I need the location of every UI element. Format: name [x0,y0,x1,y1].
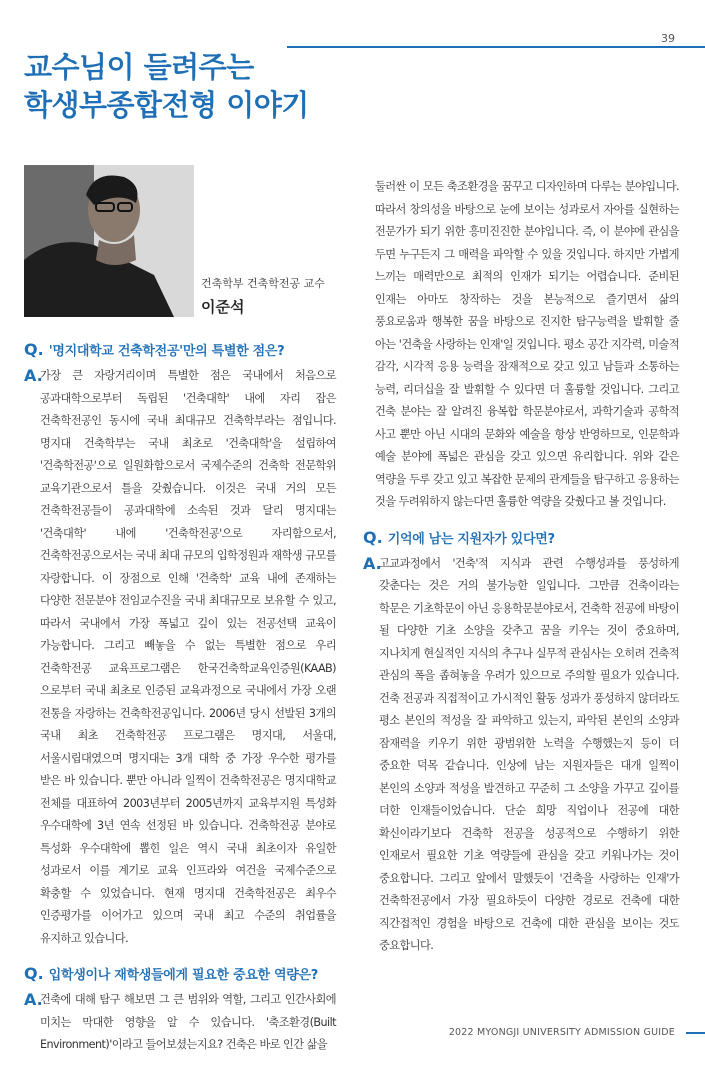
question-2 [24,964,336,983]
qa-section-1 [24,340,336,950]
question-3 [363,528,679,547]
a-mark: A. [363,553,382,573]
answer-2-continued-text: 둘러싼 이 모든 축조환경을 꿈꾸고 디자인하며 다루는 분야입니다. 따라서 창의성을 바탕으로 눈에 보이는 성과로서 자아를 실현하는 전문가가 되기 위한 흥미진진한 분야입니다. 즉, 이 분야에 관심을 두면 누구든지 그 매력을 파악할 수 있을 것입니다. 하지만 가볍게 느끼는 매력만으로 최적의 인재가 되기는 어렵습니다. 준비된 인재는 아마도 창작하는 것을 본능적으로 즐기면서 삶의 풍요로움과 행복한 꿈을 바탕으로 진지한 탐구능력을 발휘할 줄 아는 '건축을 사랑하는 인재'일 것입니다. 평소 공간 지각력, 미술적 감각, 시각적 응용 능력을 잠재적으로 갖고 있고 남들과 소통하는 능력, 리더십을 잘 발휘할 수 있다면 더 훌륭할 것입니다. 그리고 건축 분야는 잘 알려진 융복합 학문분야로서, 과학기술과 공학적 사고 뿐만 아닌 시대의 문화와 예술을 항상 반영하므로, 인문학과 예술 분야에 폭넓은 관심을 갖고 있으면 유리합니다. 위와 같은 역량을 두루 갖고 있고 복잡한 문제의 관계들을 탐구하고 응용하는 것을 두려워하지 않는다면 훌륭한 역량을 갖췄다고 볼 것입니다. [375,180,679,508]
answer-2-text: 건축에 대해 탐구 해보면 그 큰 범위와 역할, 그리고 인간사회에 미치는 막대한 영향을 알 수 있습니다. '축조환경(Built Environment)'이라고 들어보셨는지요? 건축은 바로 인간 삶을 [40,993,336,1051]
answer-1-text: 가장 큰 자랑거리이며 특별한 점은 국내에서 처음으로 공과대학으로부터 독립된 '건축대학' 내에 자리 잡은 건축학전공인 동시에 국내 최대규모 건축학부라는 점입니다. 명지대 건축학부는 국내 최초로 '건축대학'을 설립하여 '건축학전공'으로 일원화함으로서 국제수준의 건축학 전문학위 교육기관으로서 틀을 갖췄습니다. 이것은 국내 거의 모든 건축학전공들이 공과대학에 소속된 것과 달리 명지대는 '건축대학' 내에 '건축학전공'으로 자리함으로서, 건축학전공으로서는 국내 최대 규모의 입학정원과 재학생 규모를 자랑합니다. 이 장점으로 인해 '건축학' 교육 내에 존재하는 다양한 전문분야 전임교수진을 국내 최대규모로 보유할 수 있고, 따라서 국내에서 가장 폭넓고 깊이 있는 전공선택 교육이 가능합니다. 그리고 빼놓을 수 없는 특별한 점으로 우리 건축학전공 교육프로그램은 한국건축학교육인증원(KAAB)으로부터 국내 최초로 인증된 교육과정으로 국내에서 가장 오랜 전통을 자랑하는 건축학전공입니다. 2006년 당시 선발된 3개의 국내 최초 건축학전공 프로그램은 명지대, 서울대, 서울시립대였으며 명지대는 3개 대학 중 가장 우수한 평가를 받은 바 있습니다. 뿐만 아니라 일찍이 건축학전공은 명지대학교 전체를 대표하여 2003년부터 2005년까지 교육부지원 특성화 우수대학에 3년 연속 선정된 바 있습니다. 건축학전공 분야로 특성화 우수대학에 뽑힌 일은 역시 국내 최초이자 유일한 성과로서 이를 계기로 교육 인프라와 여건을 국제수준으로 확충할 수 있었습니다. 현재 명지대 건축학전공은 최우수 인증평가를 이어가고 있으며 국내 최고 수준의 취업률을 유지하고 있습니다. [40,369,336,945]
header-rule [287,46,705,48]
answer-3-text: 고교과정에서 '건축'적 지식과 관련 수행성과를 풍성하게 갖춘다는 것은 거의 불가능한 일입니다. 그만큼 건축이라는 학문은 기초학문이 아닌 응용학문분야로서, 건축학 전공에 바탕이 될 다양한 기초 소양을 갖추고 꿈을 키우는 것이 중요하며, 지나치게 현실적인 지식의 추구나 실무적 관심사는 오히려 건축적 관심의 폭을 좁혀놓을 우려가 있으므로 주의할 필요가 있습니다. 건축 전공과 직접적이고 가시적인 활동 성과가 풍성하지 않더라도 평소 본인의 적성을 잘 파악하고 있는지, 파악된 본인의 소양과 잠재력을 키우기 위한 광범위한 노력을 수행했는지 등이 더 중요한 덕목 같습니다. 인상에 남는 지원자들은 대개 일찍이 본인의 소양과 적성을 발견하고 꾸준히 그 소양을 가꾸고 깊이를 더한 인재들이었습니다. 단순 희망 직업이나 전공에 대한 확신이라기보다 건축학 전공을 성공적으로 수행하기 위한 인재로서 필요한 기초 역량들에 관심을 갖고 키워나가는 것이 중요합니다. 그리고 앞에서 말했듯이 '건축을 사랑하는 인재'가 건축학전공에서 가장 필요하듯이 다양한 경로로 건축에 대한 직간접적인 경험을 바탕으로 건축에 대한 관심을 보이는 것도 중요합니다. [379,556,679,952]
left-column [24,340,336,1071]
professor-photo [24,165,194,317]
answer-1 [24,365,336,950]
footer-rule [686,1032,705,1034]
title-line-1: 교수님이 들려주는 [24,50,254,84]
title-line-2: 학생부종합전형 이야기 [24,88,309,122]
q-mark: Q. [24,964,44,983]
footer-text: 2022 MYONGJI UNIVERSITY ADMISSION GUIDE [448,1027,675,1038]
a-mark: A. [24,366,43,385]
question-3-text: 기억에 남는 지원자가 있다면? [387,531,555,547]
right-column [363,176,679,972]
page-title [24,48,309,124]
question-1-text: '명지대학교 건축학전공'만의 특별한 점은? [48,344,285,359]
answer-3 [363,553,679,958]
qa-section-2 [24,964,336,1057]
a-mark: A. [24,990,43,1009]
answer-2-continued [363,176,679,514]
page-number: 39 [661,32,675,45]
professor-affiliation: 건축학부 건축학전공 교수 [201,277,325,290]
question-1 [24,340,336,359]
q-mark: Q. [24,340,44,359]
answer-2 [24,989,336,1057]
q-mark: Q. [363,527,383,547]
question-2-text: 입학생이나 재학생들에게 필요한 중요한 역량은? [48,968,318,983]
qa-section-3 [363,528,679,958]
professor-name: 이준석 [201,298,245,316]
